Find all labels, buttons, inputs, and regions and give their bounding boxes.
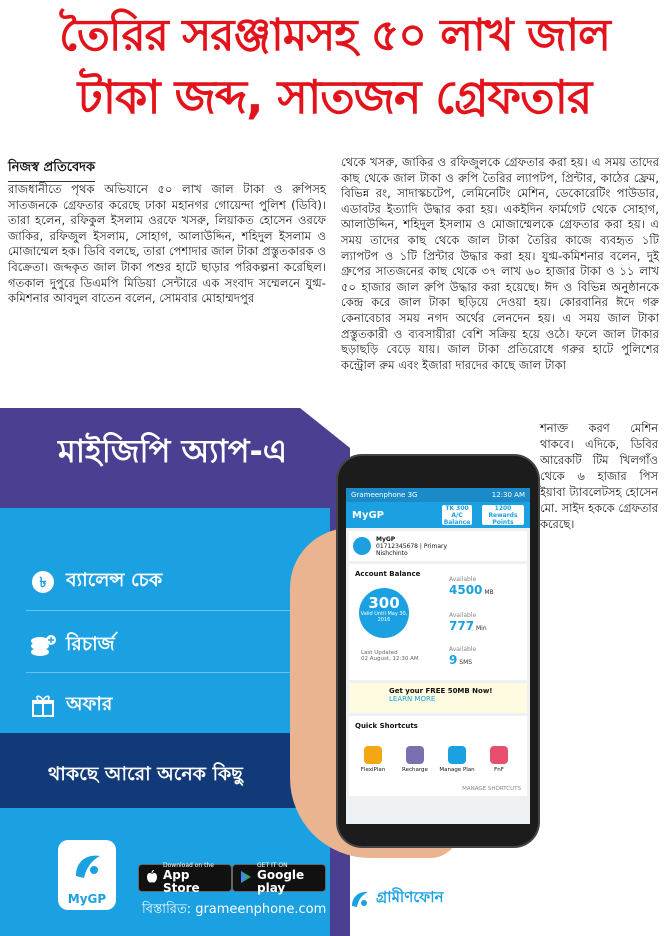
google-play-badge[interactable] <box>232 861 326 895</box>
balance-circle <box>359 588 409 638</box>
feature-more: থাকছে আরো অনেক কিছু <box>48 763 243 785</box>
gift-icon <box>30 693 56 719</box>
apple-icon <box>146 869 158 888</box>
grameenphone-logo-icon <box>348 888 370 910</box>
promo-link[interactable]: LEARN MORE <box>389 695 436 703</box>
feature-offer <box>30 690 112 722</box>
article-column-left: রাজধানীতে পৃথক অভিযানে ৫০ লাখ জাল টাকা ও রুপিসহ সাতজনকে গ্রেফতার করেছে ঢাকা মহানগর গোয়েন্দা পুলিশ (ডিবি)। তারা হলেন, রফিকুল ইসলাম ওরফে খসরু, লিয়াকত হোসেন ওরফে জাকির, রফিজুল ইসলাম, সোহাগ, আলাউদ্দিন, শহিদুল ইসলাম ও মোজাম্মেল হক। ডিবি বলছে, তারা পেশাদার জাল টাকা প্রস্তুতকারক ও বিক্রেতা। জব্দকৃত জাল টাকা পশুর হাটে ছাড়ার পরিকল্পনা করেছিল। গতকাল দুপুরে ডিএমপি মিডিয়া সেন্টারে এক সংবাদ সম্মেলনে যুগ্ম-কমিশনার আবদুল বাতেন বলেন, সোমবার মোহাম্মদপুর <box>8 182 326 306</box>
phone-mockup <box>338 456 538 846</box>
sms-value: 9 <box>449 653 458 667</box>
quick-shortcuts <box>349 716 527 796</box>
last-updated-label: Last Updated <box>361 650 398 656</box>
balance-value: 300 <box>368 594 400 612</box>
article-column-narrow: শনাক্ত করণ মেশিন থাকবে। এদিকে, ডিবির আরেকটি টিম খিলগাঁও থেকে ৬ হাজার পিস ইয়াবা ট্যাবলেটসহ হোসেন মো. সাইদ হককে গ্রেফতার করেছে। <box>540 421 658 531</box>
app-store-text: App Store <box>163 867 200 895</box>
balance-chip[interactable] <box>442 505 472 525</box>
app-store-small-text: Download on the <box>163 861 214 869</box>
sms-stat <box>449 646 476 667</box>
user-card[interactable] <box>349 531 527 561</box>
feature-recharge <box>30 630 115 662</box>
status-bar <box>346 488 530 502</box>
google-play-text: Google play <box>257 867 305 895</box>
points-chip-label: Rewards Points <box>488 512 518 526</box>
google-play-small-text: GET IT ON <box>257 861 288 869</box>
data-value: 4500 <box>449 583 483 597</box>
headline-line-1: তৈরির সরঞ্জামসহ ৫০ লাখ জাল <box>59 10 610 61</box>
available-label: Available <box>449 646 477 653</box>
headline <box>0 6 669 128</box>
ad-details-url: বিস্তারিত: grameenphone.com <box>142 902 327 917</box>
article-column-right: থেকে খসরু, জাকির ও রফিজুলকে গ্রেফতার করা হয়। এ সময় তাদের কাছ থেকে জাল টাকা ও রুপি তৈরির ল্যাপটপ, প্রিন্টার, কাঠের ফ্রেম, বিভিন্ন রং, সাদাস্কচটেপ, লেমিনেটিং মেশিন, ডেকোরেটিং পাউডার, এডাবটর ইত্যাদি উদ্ধার করা হয়। একইদিন ফার্মগেট থেকে সোহাগ, আলাউদ্দিন, শহিদুল ইসলাম ও মোজাম্মেলকে গ্রেফতার করা হয়। এ সময় তাদের কাছ থেকে জাল টাকা তৈরির কাজে ব্যবহৃত ১টি ল্যাপটপ ও ১টি প্রিন্টার উদ্ধার করা হয়। যুগ্ম-কমিশনার বলেন, দুই গ্রুপের সাতজনের কাছ থেকে ৩৭ লাখ ৬০ হাজার টাকা ও ১১ লাখ ৫০ হাজার জাল রুপি উদ্ধার করা হয়েছে। ঈদ ও বিভিন্ন অনুষ্ঠানকে কেন্দ্র করে জাল টাকা ছড়িয়ে দেওয়া হয়। কোরবানির ঈদে গরু কেনাবেচার সময় নগদ অর্থের লেনদেন হয়। এ সময় জাল টাকা প্রস্তুতকারী ও ব্যবসায়ীরা বেশি সক্রিয় হয়ে ওঠে। ফলে জাল টাকার ছড়াছড়ি বেড়ে যায়। জাল টাকা প্রতিরোধে গরুর হাটে পুলিশের কন্ট্রোল রুম এবং ইজারা দারদের কাছে জাল টাকা <box>341 155 659 372</box>
coins-plus-icon <box>30 633 56 659</box>
feature-balance-label: ব্যালেন্স চেক <box>66 569 163 591</box>
balance-chip-value: TK 300 <box>445 505 469 512</box>
play-icon <box>240 869 252 888</box>
feature-divider <box>26 672 316 673</box>
shortcut-fnf[interactable] <box>481 746 517 773</box>
minutes-unit: Min <box>475 625 487 632</box>
svg-text:৳: ৳ <box>39 575 47 591</box>
account-balance-title: Account Balance <box>355 570 421 578</box>
user-info: 01712345678 | Primary <box>376 542 448 550</box>
promo-title: Get your FREE 50MB Now! <box>389 687 493 695</box>
sms-unit: SMS <box>459 659 473 666</box>
byline: নিজস্ব প্রতিবেদক <box>8 158 95 182</box>
feature-balance-check <box>30 566 162 598</box>
available-label: Available <box>449 612 477 619</box>
feature-recharge-label: রিচার্জ <box>66 633 115 655</box>
phone-screen <box>346 488 530 824</box>
shortcut-label: Manage Plan <box>439 767 475 773</box>
feature-divider <box>26 610 316 611</box>
shortcut-label: FnF <box>494 767 504 773</box>
balance-chip-label: A/C Balance <box>443 512 471 526</box>
manage-shortcuts-link[interactable]: MANAGE SHORTCUTS <box>462 786 521 792</box>
user-plan: Nishchinto <box>376 549 408 557</box>
account-balance-card <box>349 564 527 680</box>
valid-until: Valid Until May 30, 2016 <box>360 611 408 623</box>
shortcut-flexiplan[interactable] <box>355 746 391 773</box>
points-chip-value: 1200 <box>494 505 512 512</box>
mygp-logo <box>58 840 116 910</box>
app-name: MyGP <box>352 509 385 521</box>
points-chip[interactable] <box>482 505 524 525</box>
clock: 12:30 AM <box>491 491 525 499</box>
app-bar <box>346 502 530 528</box>
shortcut-manage-plan[interactable] <box>439 746 475 773</box>
carrier-label: Grameenphone 3G <box>351 491 418 499</box>
shortcuts-title: Quick Shortcuts <box>355 722 418 730</box>
last-updated-value: 02 August, 12:30 AM <box>361 656 419 662</box>
data-unit: MB <box>484 589 494 596</box>
promo-banner[interactable] <box>349 683 527 713</box>
minutes-value: 777 <box>449 619 475 633</box>
minutes-stat <box>449 612 487 633</box>
avatar <box>353 537 371 555</box>
shortcut-label: FlexiPlan <box>360 767 386 773</box>
brand-name: গ্রামীণফোন <box>376 888 444 906</box>
headline-line-2: টাকা জব্দ, সাতজন গ্রেফতার <box>77 70 592 124</box>
feature-offer-label: অফার <box>66 693 113 715</box>
shortcut-label: Recharge <box>402 767 428 773</box>
user-name: MyGP <box>376 535 396 543</box>
grameenphone-logo-icon <box>58 840 116 888</box>
grameenphone-brand <box>348 886 444 911</box>
mygp-logo-text: MyGP <box>67 892 107 906</box>
available-label: Available <box>449 576 477 583</box>
shortcut-recharge[interactable] <box>397 746 433 773</box>
app-store-badge[interactable] <box>138 861 232 895</box>
taka-coin-icon <box>30 569 56 595</box>
ad-title: মাইজিপি অ্যাপ-এ <box>58 432 288 470</box>
data-stat <box>449 576 494 597</box>
